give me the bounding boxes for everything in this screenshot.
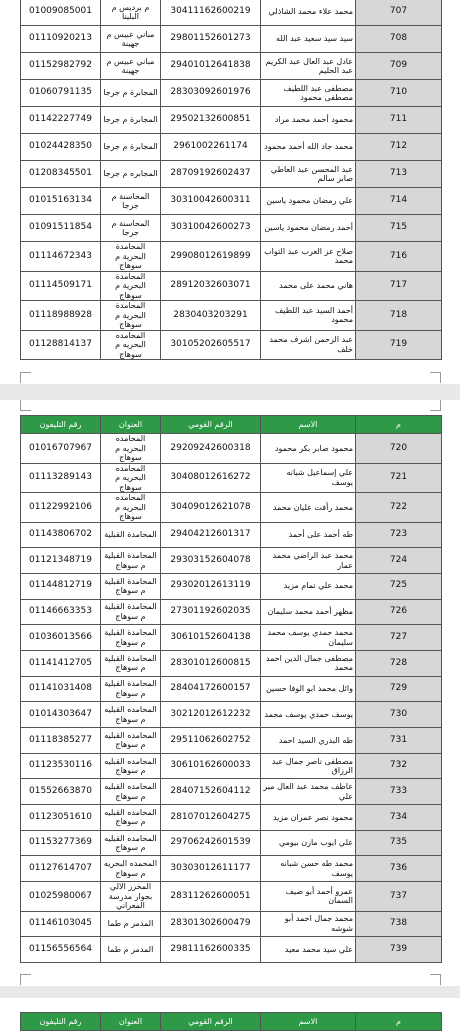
cell-num: 728 [356,650,442,676]
table-row [21,676,442,702]
page-top [0,0,460,372]
page-next [0,998,460,1024]
cell-national-id: 28311262600051 [161,882,261,912]
cell-name: مصطفى ناصر جمال عبد الرزاق [261,753,356,779]
cell-phone: 01009085001 [21,0,101,26]
cell-phone: 01016707967 [21,434,101,464]
cell-address: المحامدة البحرية م سوهاج [101,301,161,331]
cell-num: 712 [356,134,442,161]
cell-address: المحامده القبليه م سوهاج [101,779,161,805]
cell-address: المحامده البحريه م سوهاج [101,434,161,464]
table-row [21,26,442,53]
cell-phone: 01152982792 [21,53,101,80]
table-row [21,856,442,882]
cell-address: م برديس م البلينا [101,0,161,26]
table-row [21,53,442,80]
table-row [21,80,442,107]
cell-phone: 01114672343 [21,242,101,272]
header-address: العنوان [101,416,161,434]
cell-phone: 01153277369 [21,830,101,856]
table-row [21,830,442,856]
cell-address: المحامدة القبلية م سوهاج [101,573,161,599]
table-top [20,0,442,360]
cell-num: 734 [356,805,442,831]
cell-phone: 01060791135 [21,80,101,107]
cell-name: علي سيد محمد معيد [261,937,356,963]
cell-num: 721 [356,463,442,493]
cell-address: المحاسنة م جرجا [101,188,161,215]
cell-phone: 01122992106 [21,493,101,523]
cell-num: 731 [356,728,442,754]
cell-num: 717 [356,271,442,301]
cell-num: 724 [356,548,442,574]
cell-address: المحامدة القبلية م سوهاج [101,650,161,676]
cell-name: عبد الرحمن اشرف محمد خلف [261,330,356,360]
cell-phone: 01146663353 [21,599,101,625]
cell-num: 718 [356,301,442,331]
table-row [21,728,442,754]
header-row [21,1013,442,1031]
cell-national-id: 28912032603071 [161,271,261,301]
cell-national-id: 30610162600033 [161,753,261,779]
cell-name: عمرو أحمد أبو ضيف السمان [261,882,356,912]
cell-national-id: 30408012616272 [161,463,261,493]
cell-national-id: 30105202605517 [161,330,261,360]
cell-national-id: 30310042600273 [161,215,261,242]
cell-num: 732 [356,753,442,779]
cell-phone: 01110920213 [21,26,101,53]
cell-name: مظهر أحمد محمد سليمان [261,599,356,625]
cell-phone: 01014303647 [21,702,101,728]
cell-name: يوسف حمدي يوسف محمد [261,702,356,728]
cell-address: المحامده القبليه م سوهاج [101,830,161,856]
cell-phone: 01118988928 [21,301,101,331]
cell-num: 719 [356,330,442,360]
table-row [21,650,442,676]
cell-national-id: 28709192602437 [161,161,261,188]
cell-num: 737 [356,882,442,912]
header-num: م [356,1013,442,1031]
cell-national-id: 28303092601976 [161,80,261,107]
table-row [21,753,442,779]
cell-address: المجابرة م جرجا [101,80,161,107]
table-next [20,1012,442,1031]
cell-address: المخزز الالي بجوار مدرسة المعراني [101,882,161,912]
cell-name: محمد عبد الراضي محمد عمار [261,548,356,574]
cell-national-id: 30409012621078 [161,493,261,523]
table-row [21,882,442,912]
cell-num: 739 [356,937,442,963]
cell-phone: 01025980067 [21,882,101,912]
header-num: م [356,416,442,434]
cell-national-id: 2830403203291 [161,301,261,331]
cell-name: محمد علي تمام مزيد [261,573,356,599]
table-row [21,599,442,625]
table-row [21,301,442,331]
cell-national-id: 29502132600851 [161,107,261,134]
cell-num: 722 [356,493,442,523]
table-row [21,573,442,599]
cell-num: 714 [356,188,442,215]
cell-num: 736 [356,856,442,882]
cell-num: 720 [356,434,442,464]
cell-name: أحمد السيد عبد اللطيف محمود [261,301,356,331]
cell-name: مصطفى عبد اللطيف مصطفى محمود [261,80,356,107]
cell-phone: 01015163134 [21,188,101,215]
cell-phone: 01144812719 [21,573,101,599]
cell-national-id: 27301192602035 [161,599,261,625]
cell-name: محمد جمال احمد أبو شوشه [261,911,356,937]
cell-phone: 01121348719 [21,548,101,574]
cell-national-id: 28107012604275 [161,805,261,831]
cell-national-id: 28404172600157 [161,676,261,702]
table-row [21,107,442,134]
cell-phone: 01156556564 [21,937,101,963]
cell-national-id: 29908012619899 [161,242,261,272]
cell-national-id: 30411162600219 [161,0,261,26]
cell-address: المحامده القبليه م سوهاج [101,753,161,779]
table-row [21,779,442,805]
table-row [21,702,442,728]
cell-address: المحامدة القبلية م سوهاج [101,625,161,651]
table-row [21,161,442,188]
header-address: العنوان [101,1013,161,1031]
cell-address: المجابرة م جرجا [101,134,161,161]
cell-phone: 01118385277 [21,728,101,754]
header-nid: الرقم القومي [161,1013,261,1031]
cell-name: محمود أحمد محمد مراد [261,107,356,134]
cell-name: هاني محمد على محمد [261,271,356,301]
cell-num: 713 [356,161,442,188]
cell-address: المحامده البحريه م سوهاج [101,463,161,493]
page-corner-mark [430,400,441,411]
cell-num: 709 [356,53,442,80]
cell-num: 733 [356,779,442,805]
page-corner-mark [20,372,31,383]
table-row [21,330,442,360]
cell-phone: 01208345501 [21,161,101,188]
table-main [20,415,442,963]
cell-address: المحامدة البحرية م سوهاج [101,271,161,301]
cell-num: 711 [356,107,442,134]
cell-num: 715 [356,215,442,242]
cell-phone: 01114509171 [21,271,101,301]
cell-national-id: 30610152604138 [161,625,261,651]
cell-num: 735 [356,830,442,856]
cell-phone: 01552663870 [21,779,101,805]
cell-name: طه أحمد على أحمد [261,522,356,548]
header-row [21,416,442,434]
cell-num: 723 [356,522,442,548]
cell-name: محمود صابر بكر محمود [261,434,356,464]
cell-address: المدمر م طما [101,911,161,937]
table-row [21,188,442,215]
cell-name: محمد علاء محمد الشاذلي [261,0,356,26]
table-row [21,493,442,523]
cell-num: 727 [356,625,442,651]
cell-name: وائل محمد ابو الوفا حسين [261,676,356,702]
cell-national-id: 2961002261174 [161,134,261,161]
cell-national-id: 29401012641838 [161,53,261,80]
cell-national-id: 28407152604112 [161,779,261,805]
cell-national-id: 30310042600311 [161,188,261,215]
cell-national-id: 30212012612232 [161,702,261,728]
table-row [21,805,442,831]
cell-address: المحامدة القبلية م سوهاج [101,676,161,702]
cell-address: المحامده القبليه م سوهاج [101,805,161,831]
table-row [21,911,442,937]
cell-national-id: 30303012611177 [161,856,261,882]
header-name: الاسم [261,416,356,434]
cell-national-id: 29811162600335 [161,937,261,963]
cell-national-id: 29511062602752 [161,728,261,754]
cell-name: محمد رأفت عليان محمد [261,493,356,523]
cell-address: المحمده البحريه م سوهاج [101,856,161,882]
cell-name: مصطفى جمال الدين احمد محمد [261,650,356,676]
cell-name: علي ايوب مازن بيومي [261,830,356,856]
header-name: الاسم [261,1013,356,1031]
cell-phone: 01113289143 [21,463,101,493]
header-phone: رقم التليفون [21,416,101,434]
cell-phone: 01141031408 [21,676,101,702]
table-row [21,937,442,963]
cell-name: عاطف محمد عبد العال مير علي [261,779,356,805]
cell-address: المجابره م جرجا [101,161,161,188]
page-corner-mark [430,372,441,383]
cell-national-id: 29303152604078 [161,548,261,574]
cell-national-id: 29302012613119 [161,573,261,599]
cell-phone: 01143806702 [21,522,101,548]
page-corner-mark [20,400,31,411]
cell-address: المدمر م طما [101,937,161,963]
cell-num: 716 [356,242,442,272]
table-row [21,242,442,272]
page-main [0,400,460,984]
table-row [21,134,442,161]
cell-name: محمد حمدي يوسف محمد سليمان [261,625,356,651]
cell-phone: 01036013566 [21,625,101,651]
table-row [21,271,442,301]
cell-name: محمد طه حسن شبانه يوسف [261,856,356,882]
cell-address: المحامدة القبلية م سوهاج [101,548,161,574]
table-row [21,434,442,464]
cell-num: 730 [356,702,442,728]
cell-name: طه البدري السيد احمد [261,728,356,754]
page-gap [0,986,460,998]
cell-address: المحامدة القبلية [101,522,161,548]
cell-phone: 01142227749 [21,107,101,134]
cell-num: 710 [356,80,442,107]
table-row [21,625,442,651]
cell-num: 738 [356,911,442,937]
cell-phone: 01146103045 [21,911,101,937]
cell-name: صلاح عز العرب عبد التواب محمد [261,242,356,272]
cell-name: عادل عبد العال عبد الكريم عبد الحليم [261,53,356,80]
cell-national-id: 29801152601273 [161,26,261,53]
cell-address: المجابرة م جرجا [101,107,161,134]
cell-num: 707 [356,0,442,26]
cell-phone: 01024428350 [21,134,101,161]
page-corner-mark [430,974,441,985]
cell-address: المحامدة القبلية م سوهاج [101,599,161,625]
cell-national-id: 28301302600479 [161,911,261,937]
cell-address: المحامده القبليه م سوهاج [101,728,161,754]
cell-num: 708 [356,26,442,53]
cell-phone: 01127614707 [21,856,101,882]
cell-address: مباني عبيس م جهينة [101,26,161,53]
table-row [21,463,442,493]
table-row [21,215,442,242]
cell-address: المحاسنة م جرجا [101,215,161,242]
cell-name: محمود نصر عمران مزيد [261,805,356,831]
cell-name: عبد المحسن عبد العاطي صابر سالم [261,161,356,188]
cell-national-id: 29209242600318 [161,434,261,464]
cell-phone: 01128814137 [21,330,101,360]
cell-address: المحامدة البحرية م سوهاج [101,242,161,272]
header-nid: الرقم القومي [161,416,261,434]
table-row [21,548,442,574]
cell-address: مباني عبيس م جهينة [101,53,161,80]
cell-address: المحامده القبليه م سوهاج [101,702,161,728]
table-row [21,522,442,548]
cell-phone: 01123051610 [21,805,101,831]
cell-national-id: 28301012600815 [161,650,261,676]
page-gap [0,384,460,400]
cell-name: علي رمضان محمود ياسين [261,188,356,215]
cell-name: أحمد رمضان محمود ياسين [261,215,356,242]
cell-national-id: 29404212601317 [161,522,261,548]
cell-num: 729 [356,676,442,702]
cell-name: سيد سيد سعيد عبد الله [261,26,356,53]
header-phone: رقم التليفون [21,1013,101,1031]
cell-num: 725 [356,573,442,599]
page-corner-mark [20,974,31,985]
cell-phone: 01141412705 [21,650,101,676]
cell-phone: 01091511854 [21,215,101,242]
cell-name: محمد جاد الله أحمد محمود [261,134,356,161]
cell-address: المحامده البحريه م سوهاج [101,493,161,523]
cell-phone: 01123530116 [21,753,101,779]
cell-address: المحامده البحريه م سوهاج [101,330,161,360]
cell-national-id: 29706242601539 [161,830,261,856]
cell-num: 726 [356,599,442,625]
table-row [21,0,442,26]
cell-name: علي إسماعيل شبانه يوسف [261,463,356,493]
